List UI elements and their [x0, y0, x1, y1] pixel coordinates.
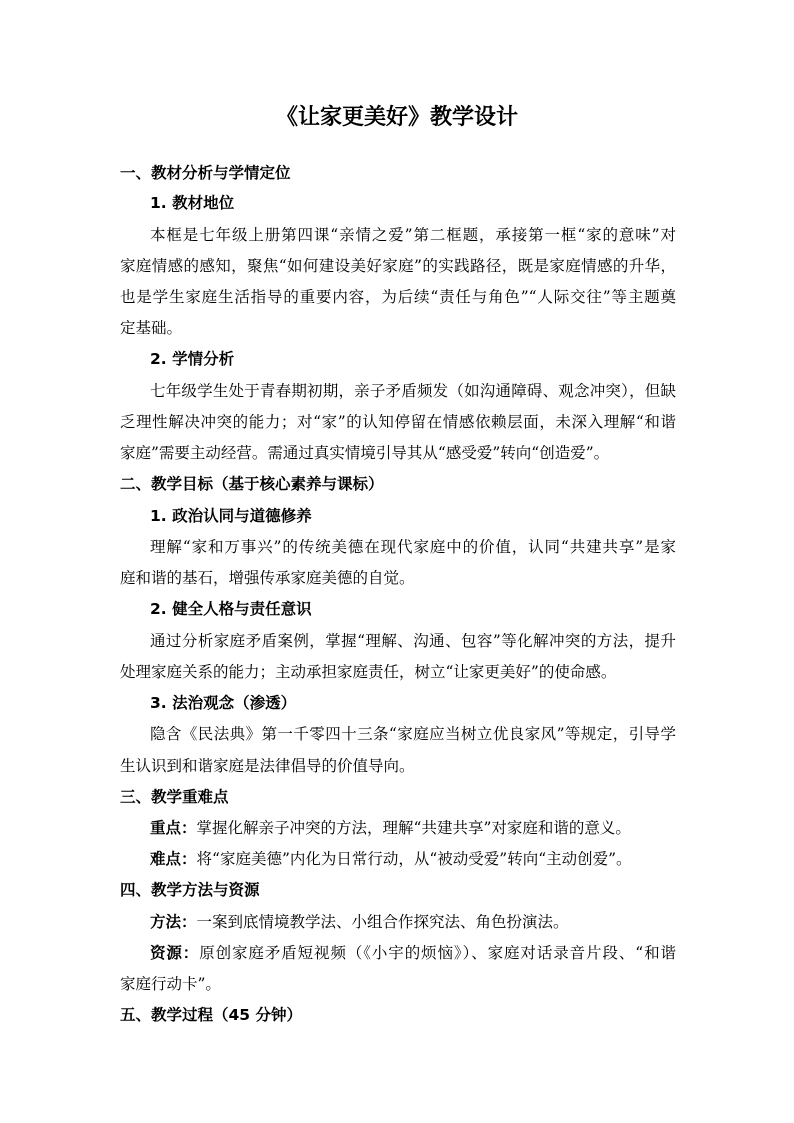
paragraph-line: 通过分析家庭矛盾案例，掌握“理解、沟通、包容”等化解冲突的方法，提升	[150, 632, 676, 650]
document-title: 《让家更美好》教学设计	[275, 105, 518, 130]
section-heading-1: 一、教材分析与学情定位	[120, 164, 291, 182]
paragraph-line: 理解“家和万事兴”的传统美德在现代家庭中的价值，认同“共建共享”是家	[150, 538, 676, 556]
paragraph-line: 乏理性解决冲突的能力；对“家”的认知停留在情感依赖层面，未深入理解“和谐	[120, 413, 676, 431]
paragraph-line: 七年级学生处于青春期初期，亲子矛盾频发（如沟通障碍、观念冲突），但缺	[150, 382, 676, 400]
key-point-label: 重点：	[150, 819, 197, 837]
paragraph-line: 家庭”需要主动经营。需通过真实情境引导其从“感受爱”转向“创造爱”。	[120, 444, 610, 462]
difficulty-line	[150, 848, 676, 870]
resource-line	[150, 942, 676, 964]
paragraph-line: 隐含《民法典》第一千零四十三条“家庭应当树立优良家风”等规定，引导学	[150, 725, 676, 743]
difficulty-text: 将“家庭美德”内化为日常行动，从“被动受爱”转向“主动创爱”。	[196, 850, 632, 868]
section-heading-3: 三、教学重难点	[120, 788, 229, 806]
section-heading-2: 二、教学目标（基于核心素养与课标）	[120, 475, 384, 493]
subsection-heading-1-2: 2. 学情分析	[150, 350, 235, 368]
difficulty-label: 难点：	[150, 850, 197, 868]
paragraph-line: 本框是七年级上册第四课“亲情之爱”第二框题，承接第一框“家的意味”对	[150, 226, 676, 244]
paragraph-line: 定基础。	[120, 319, 183, 337]
section-heading-5: 五、教学过程（45 分钟）	[120, 1006, 302, 1024]
resource-label: 资源：	[150, 944, 200, 962]
paragraph-line: 也是学生家庭生活指导的重要内容，为后续“责任与角色”“人际交往”等主题奠	[120, 288, 676, 306]
method-label: 方法：	[150, 913, 197, 931]
paragraph-line: 生认识到和谐家庭是法律倡导的价值导向。	[120, 757, 415, 775]
subsection-heading-1-1: 1. 教材地位	[150, 194, 235, 212]
resource-text: 原创家庭矛盾短视频（《小宇的烦恼》）、家庭对话录音片段、“和谐	[199, 944, 676, 962]
paragraph-line: 处理家庭关系的能力；主动承担家庭责任，树立“让家更美好”的使命感。	[120, 663, 617, 681]
section-heading-4: 四、教学方法与资源	[120, 881, 260, 899]
paragraph-line: 家庭情感的感知，聚焦“如何建设美好家庭”的实践路径，既是家庭情感的升华，	[120, 257, 676, 275]
method-text: 一案到底情境教学法、小组合作探究法、角色扮演法。	[196, 913, 569, 931]
method-line	[150, 911, 676, 933]
subsection-heading-2-1: 1. 政治认同与道德修养	[150, 507, 312, 525]
subsection-heading-2-3: 3. 法治观念（渗透）	[150, 694, 297, 712]
paragraph-line: 家庭行动卡”。	[120, 975, 221, 993]
subsection-heading-2-2: 2. 健全人格与责任意识	[150, 600, 312, 618]
paragraph-line: 庭和谐的基石，增强传承家庭美德的自觉。	[120, 569, 415, 587]
key-point-line	[150, 817, 676, 839]
key-point-text: 掌握化解亲子冲突的方法，理解“共建共享”对家庭和谐的意义。	[196, 819, 631, 837]
